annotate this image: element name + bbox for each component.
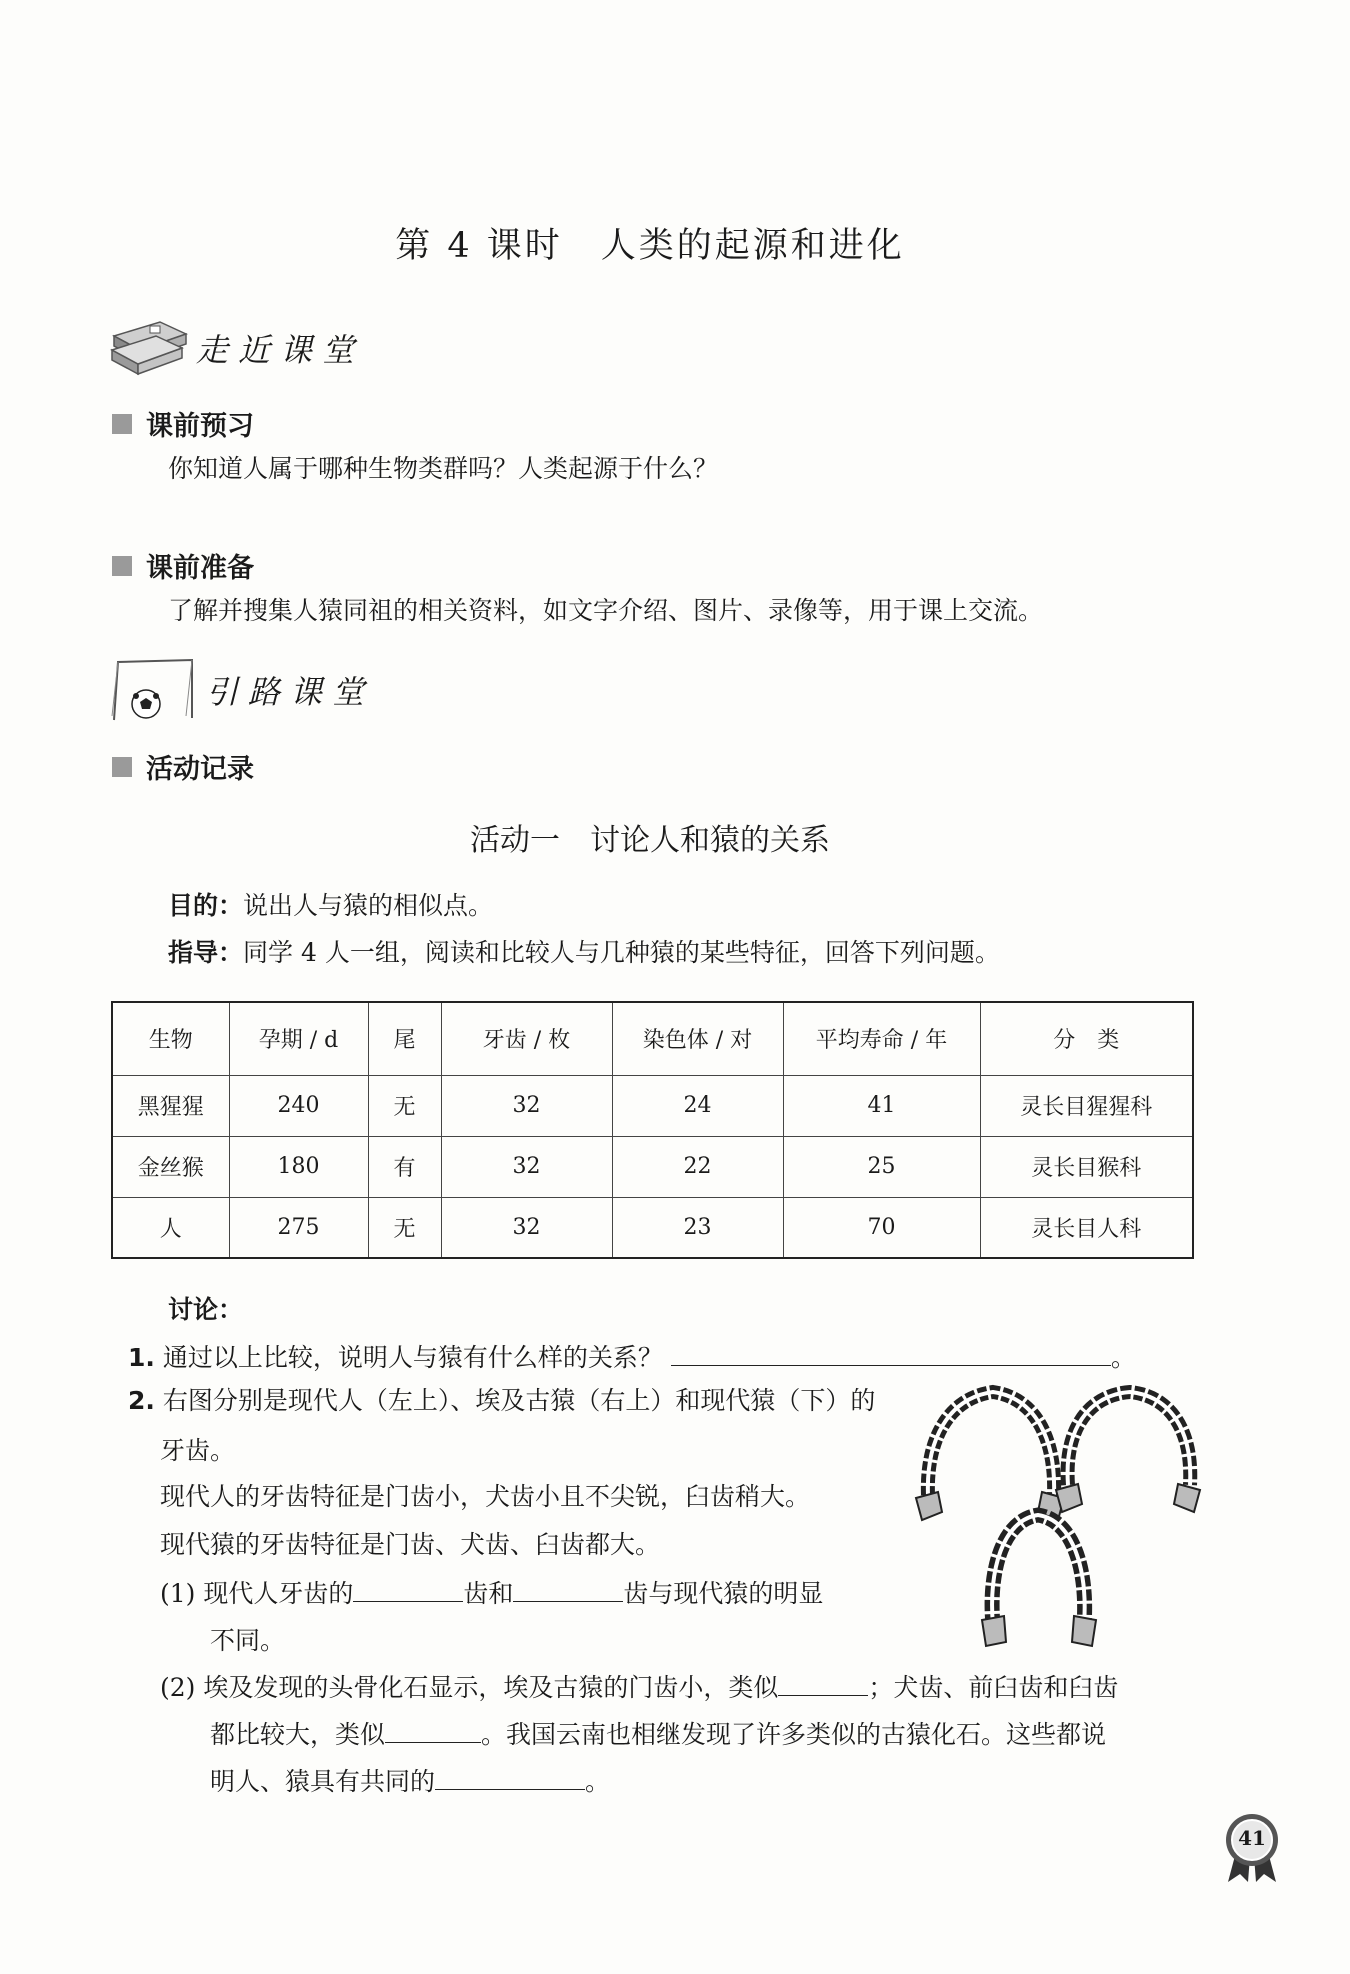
activity-title: 活动一 讨论人和猿的关系 (470, 823, 830, 858)
table-row (112, 1075, 1193, 1136)
table-row (112, 1136, 1193, 1197)
table-header-cell: 生物 (112, 1002, 229, 1075)
table-cell: 灵长目人科 (980, 1197, 1193, 1258)
sub2-text-c: 都比较大，类似 (210, 1720, 386, 1749)
table-cell: 41 (783, 1075, 980, 1136)
section-header-classroom (108, 313, 364, 383)
activity-guide (168, 936, 1000, 970)
egyptian-ape-teeth-icon (1056, 1392, 1200, 1512)
page-title: 第 4 课时 人类的起源和进化 (395, 226, 905, 266)
sub1-text-a: (1) 现代人牙齿的 (160, 1579, 354, 1608)
table-cell: 金丝猴 (112, 1136, 229, 1197)
table-header-cell: 分 类 (980, 1002, 1193, 1075)
section-label: 引路课堂 (206, 673, 375, 711)
question-2-line1 (128, 1384, 875, 1418)
answer-blank[interactable] (778, 1669, 868, 1696)
table-header-row (112, 1002, 1193, 1075)
square-bullet-icon (112, 414, 132, 434)
table-cell: 180 (229, 1136, 368, 1197)
table-header-cell: 平均寿命 / 年 (783, 1002, 980, 1075)
question-number: 2. (128, 1386, 155, 1415)
sub1-text-c: 齿与现代猿的明显 (623, 1579, 824, 1608)
table-cell: 无 (368, 1075, 441, 1136)
soccer-goal-icon (108, 656, 198, 724)
table-cell: 灵长目猴科 (980, 1136, 1193, 1197)
table-cell: 32 (441, 1075, 612, 1136)
table-header-cell: 染色体 / 对 (612, 1002, 783, 1075)
question-number: 1. (128, 1343, 155, 1372)
activity-goal (168, 889, 493, 923)
question-2-sub1-cont: 不同。 (210, 1626, 286, 1655)
goal-label: 目的： (168, 891, 244, 920)
prepare-heading-text: 课前准备 (146, 553, 254, 584)
modern-ape-teeth-icon (982, 1515, 1096, 1646)
table-cell: 有 (368, 1136, 441, 1197)
table-cell: 25 (783, 1136, 980, 1197)
table-cell: 灵长目猩猩科 (980, 1075, 1193, 1136)
section-header-guide (108, 655, 374, 725)
sub2-text-f: 。 (585, 1767, 611, 1796)
table-cell: 23 (612, 1197, 783, 1258)
question-2-line4: 现代猿的牙齿特征是门齿、犬齿、臼齿都大。 (160, 1530, 661, 1559)
teeth-illustration (908, 1380, 1208, 1650)
page-number: 41 (1238, 1826, 1266, 1850)
answer-blank[interactable] (671, 1339, 1111, 1366)
table-header-cell: 尾 (368, 1002, 441, 1075)
preview-text: 你知道人属于哪种生物类群吗？人类起源于什么？ (168, 454, 719, 483)
question-text: 通过以上比较，说明人与猿有什么样的关系？ (162, 1343, 663, 1372)
prepare-heading (112, 546, 254, 585)
preview-heading-text: 课前预习 (146, 411, 254, 442)
record-heading-text: 活动记录 (146, 754, 254, 785)
guide-text: 同学 4 人一组，阅读和比较人与几种猿的某些特征，回答下列问题。 (243, 938, 1000, 967)
question-2-sub2-line3 (210, 1763, 610, 1799)
comparison-table (111, 1001, 1194, 1259)
record-heading (112, 747, 254, 786)
table-header-cell: 牙齿 / 枚 (441, 1002, 612, 1075)
section-label: 走近课堂 (196, 331, 365, 369)
table-cell: 黑猩猩 (112, 1075, 229, 1136)
question-1 (128, 1339, 1136, 1375)
table-cell: 70 (783, 1197, 980, 1258)
question-2-line3: 现代人的牙齿特征是门齿小，犬齿小且不尖锐，臼齿稍大。 (160, 1482, 811, 1511)
table-cell: 22 (612, 1136, 783, 1197)
question-2-sub2 (160, 1669, 1118, 1705)
books-icon (108, 316, 188, 380)
answer-blank[interactable] (353, 1575, 463, 1602)
question-end: 。 (1110, 1343, 1136, 1372)
answer-blank[interactable] (435, 1763, 585, 1790)
sub2-text-d: 。我国云南也相继发现了许多类似的古猿化石。这些都说 (481, 1720, 1107, 1749)
table-header-cell: 孕期 / d (229, 1002, 368, 1075)
sub1-text-b: 齿和 (463, 1579, 514, 1608)
table-row (112, 1197, 1193, 1258)
table-cell: 32 (441, 1136, 612, 1197)
answer-blank[interactable] (513, 1575, 623, 1602)
square-bullet-icon (112, 757, 132, 777)
table-cell: 24 (612, 1075, 783, 1136)
prepare-text: 了解并搜集人猿同祖的相关资料，如文字介绍、图片、录像等，用于课上交流。 (168, 596, 1044, 625)
preview-heading (112, 404, 254, 443)
question-text: 右图分别是现代人（左上）、埃及古猿（右上）和现代猿（下）的 (162, 1386, 876, 1415)
guide-label: 指导： (168, 938, 244, 967)
page-number-badge (1218, 1812, 1286, 1884)
question-2-sub2-line2 (210, 1716, 1106, 1752)
table-cell: 人 (112, 1197, 229, 1258)
modern-human-teeth-icon (916, 1392, 1064, 1520)
discussion-heading: 讨论： (168, 1295, 244, 1324)
table-cell: 275 (229, 1197, 368, 1258)
answer-blank[interactable] (385, 1716, 481, 1743)
table-cell: 32 (441, 1197, 612, 1258)
sub2-text-a: (2) 埃及发现的头骨化石显示，埃及古猿的门齿小，类似 (160, 1673, 779, 1702)
question-2-sub1 (160, 1575, 823, 1611)
question-2-line2: 牙齿。 (160, 1436, 236, 1465)
goal-text: 说出人与猿的相似点。 (243, 891, 494, 920)
table-cell: 240 (229, 1075, 368, 1136)
table-cell: 无 (368, 1197, 441, 1258)
square-bullet-icon (112, 556, 132, 576)
sub2-text-e: 明人、猿具有共同的 (210, 1767, 436, 1796)
sub2-text-b: ；犬齿、前臼齿和臼齿 (868, 1673, 1119, 1702)
